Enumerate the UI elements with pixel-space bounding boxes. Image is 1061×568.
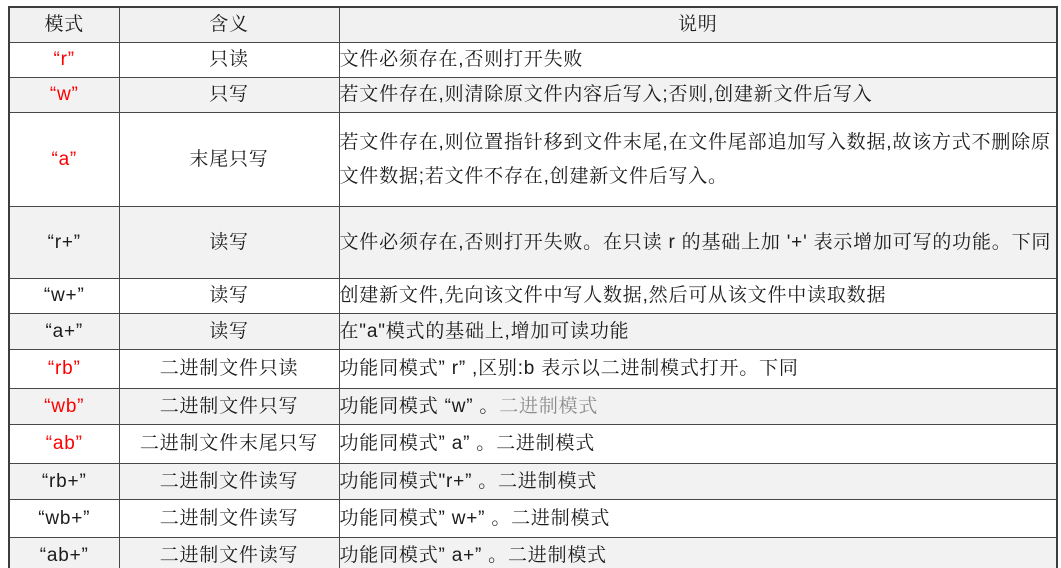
description-cell — [339, 538, 1057, 568]
table-row — [9, 538, 1057, 568]
description-cell — [339, 464, 1057, 500]
table-row — [9, 279, 1057, 314]
meaning-cell: 只读 — [119, 43, 339, 78]
description-cell — [339, 500, 1057, 538]
description-text: 创建新文件,先向该文件中写人数据,然后可从该文件中读取数据 — [339, 285, 887, 306]
header-row — [9, 7, 1057, 43]
column-header-description: 说明 — [339, 7, 1057, 43]
table-row — [9, 78, 1057, 113]
description-text: 若文件存在,则清除原文件内容后写入;否则,创建新文件后写入 — [339, 84, 873, 105]
mode-cell: “wb+” — [9, 500, 119, 538]
description-text: 文件必须存在,否则打开失败 — [339, 49, 584, 70]
meaning-cell: 末尾只写 — [119, 113, 339, 207]
description-cell — [339, 279, 1057, 314]
mode-cell: “rb+” — [9, 464, 119, 500]
description-text: 功能同模式” w+” 。二进制模式 — [339, 507, 611, 529]
table-row — [9, 389, 1057, 425]
description-text: 在"a"模式的基础上,增加可读功能 — [339, 320, 630, 342]
table-row — [9, 425, 1057, 464]
file-modes-table — [8, 6, 1058, 568]
table-row — [9, 314, 1057, 350]
meaning-cell: 二进制文件只读 — [119, 350, 339, 389]
description-cell — [339, 43, 1057, 78]
meaning-cell: 二进制文件只写 — [119, 389, 339, 425]
mode-cell: “w+” — [9, 279, 119, 314]
meaning-cell: 只写 — [119, 78, 339, 113]
description-text: 文件必须存在,否则打开失败。在只读 r 的基础上加 '+' 表示增加可写的功能。下同 — [339, 231, 1052, 253]
table-row — [9, 43, 1057, 78]
mode-cell: “wb” — [9, 389, 119, 425]
description-cell — [339, 78, 1057, 113]
mode-cell: “ab+” — [9, 538, 119, 568]
mode-cell: “ab” — [9, 425, 119, 464]
table-row — [9, 350, 1057, 389]
column-header-meaning: 含义 — [119, 7, 339, 43]
description-cell — [339, 207, 1057, 279]
meaning-cell: 二进制文件读写 — [119, 464, 339, 500]
mode-cell: “r+” — [9, 207, 119, 279]
description-cell — [339, 113, 1057, 207]
table-row — [9, 113, 1057, 207]
meaning-cell: 二进制文件读写 — [119, 500, 339, 538]
description-cell — [339, 425, 1057, 464]
meaning-cell: 二进制文件读写 — [119, 538, 339, 568]
meaning-cell: 读写 — [119, 314, 339, 350]
mode-cell: “rb” — [9, 350, 119, 389]
column-header-mode: 模式 — [9, 7, 119, 43]
table-row — [9, 207, 1057, 279]
description-text-gray: 二进制模式 — [499, 395, 599, 417]
table-row — [9, 500, 1057, 538]
mode-cell: “w” — [9, 78, 119, 113]
description-text: 若文件存在,则位置指针移到文件末尾,在文件尾部追加写入数据,故该方式不删除原文件数据;若文件不存在,创建新文件后写入。 — [339, 131, 1051, 187]
meaning-cell: 二进制文件末尾只写 — [119, 425, 339, 464]
description-cell — [339, 314, 1057, 350]
mode-cell: “a” — [9, 113, 119, 207]
mode-cell: “a+” — [9, 314, 119, 350]
description-text: 功能同模式"r+” 。二进制模式 — [339, 470, 598, 492]
meaning-cell: 读写 — [119, 279, 339, 314]
description-text: 功能同模式 “w” 。 — [339, 395, 500, 417]
meaning-cell: 读写 — [119, 207, 339, 279]
description-text: 功能同模式” r” ,区别:b 表示以二进制模式打开。下同 — [339, 358, 799, 379]
table-header — [9, 7, 1057, 43]
description-text: 功能同模式” a+” 。二进制模式 — [339, 545, 607, 566]
description-text: 功能同模式” a” 。二进制模式 — [339, 433, 596, 454]
description-cell — [339, 350, 1057, 389]
table-body — [9, 43, 1057, 568]
table-row — [9, 464, 1057, 500]
description-cell — [339, 389, 1057, 425]
mode-cell: “r” — [9, 43, 119, 78]
